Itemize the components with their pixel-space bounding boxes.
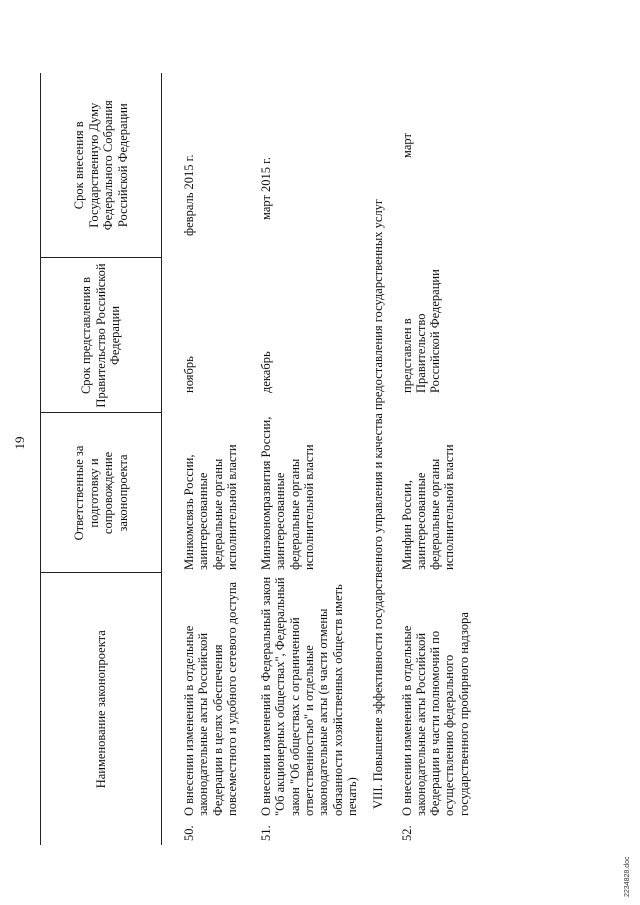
table-row (400, 73, 471, 845)
row-duma-term: март 2015 г. (259, 156, 274, 220)
row-number: 52. (399, 825, 414, 841)
table-row (259, 73, 359, 845)
row-duma-term: февраль 2015 г. (182, 154, 196, 236)
row-name: О внесении изменений в отдельные законодательные акты Российской Федерации в части полномочий по осуществлению федерального государственного пробирного надзора (399, 612, 471, 816)
row-gov-term: декабрь (259, 351, 274, 393)
section-heading: VIII. Повышение эффективности государственного управления и качества предоставления государственных услуг (371, 198, 386, 809)
row-name: О внесении изменений в Федеральный закон "Об акционерных обществах", Федеральный закон "Об обществах с ограниченной ответственностью" и отдельные законодательные акты (в части отмены обязанности хозяйственных обществ иметь печать) (259, 576, 359, 816)
header-duma-term: Срок внесения в Государственную Думу Федерального Собрания Российской Федерации (41, 73, 162, 258)
spacer-row (162, 73, 183, 845)
row-number: 51. (259, 825, 274, 841)
bills-table (40, 73, 471, 845)
section-row (359, 73, 399, 845)
row-responsible: Минэкономразвития России, заинтересованные федеральные органы исполнительной власти (259, 416, 317, 570)
table-row (182, 73, 239, 845)
header-gov-term: Срок представления в Правительство Российской Федерации (41, 258, 162, 413)
row-gov-term: представлен в Правительство Российской Федерации (399, 269, 443, 393)
row-responsible: Минфин России, заинтересованные федеральные органы исполнительной власти (399, 444, 457, 570)
header-name: Наименование законопроекта (41, 573, 162, 845)
bills-table-wrapper (40, 0, 471, 905)
row-gov-term: ноябрь (182, 356, 196, 393)
row-duma-term: март (399, 133, 414, 158)
document-filename: 2234828.doc (624, 856, 631, 897)
header-responsible: Ответственные за подготовку и сопровождение законопроекта (41, 413, 162, 573)
spacer-row (239, 73, 259, 845)
page-number: 19 (12, 436, 27, 450)
table-header-row (41, 73, 162, 845)
row-responsible: Минкомсвязь России, заинтересованные федеральные органы исполнительной власти (182, 444, 239, 570)
row-name: О внесении изменений в отдельные законодательные акты Российской Федерации в целях обеспечения повсеместного и удобного сетевого доступа (182, 581, 239, 816)
row-number: 50. (182, 825, 196, 841)
